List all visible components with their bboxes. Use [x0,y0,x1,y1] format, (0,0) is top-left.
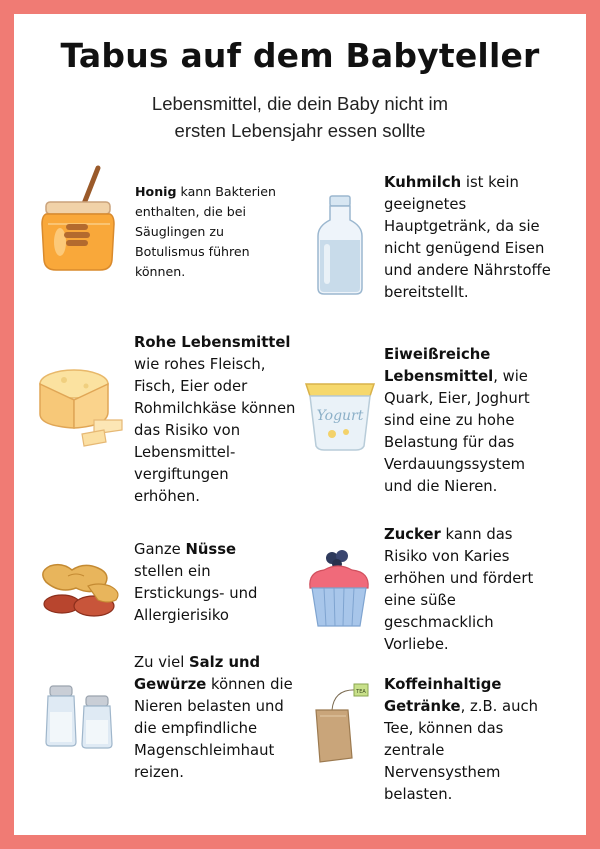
item-eiweiss-text: , wie Quark, Eier, Joghurt sind eine zu hohe Belastung für das Verdauungssystem und die Nieren. [384,368,530,495]
salt-shakers-icon [36,682,128,750]
item-rohe-text: wie rohes Fleisch, Fisch, Eier oder Rohmilchkäse können das Risiko von Lebensmittel-vergiftungen erhöhen. [134,356,296,505]
item-zucker [384,524,554,656]
item-koffein [384,674,549,806]
item-zucker-bold: Zucker [384,526,441,543]
cheese-icon [34,364,130,448]
item-honig-bold: Honig [135,184,177,199]
item-kuhmilch-bold: Kuhmilch [384,174,462,191]
yogurt-cup-icon [300,374,380,452]
item-rohe-bold: Rohe Lebensmittel [134,334,291,351]
item-nuesse-pre: Ganze [134,541,186,558]
item-nuesse [134,539,279,627]
item-koffein-bold: Koffeinhaltige Getränke [384,676,502,715]
poster [14,14,586,835]
page-subtitle [14,90,586,144]
item-eiweiss [384,344,554,498]
honey-jar-icon [36,164,122,276]
peanuts-icon [32,552,128,624]
milk-bottle-icon [310,192,370,298]
item-salz [134,652,294,784]
item-kuhmilch [384,172,559,304]
item-koffein-text: , z.B. auch Tee, können das zentrale Nervensysthem belasten. [384,698,538,803]
item-rohe [134,332,299,508]
item-honig-text: kann Bakterien enthalten, die bei Säuglingen zu Botulismus führen können. [135,184,277,279]
yogurt-cup-label: Yogurt [316,408,364,424]
item-nuesse-bold: Nüsse [185,541,237,558]
item-honig [135,182,295,282]
cupcake-icon [304,544,374,630]
item-kuhmilch-text: ist kein geeignetes Hauptgetränk, da sie nicht genügend Eisen und andere Nährstoffe bereitstellt. [384,174,551,301]
subtitle-line-2: ersten Lebensjahr essen sollte [174,120,426,141]
item-salz-pre: Zu viel [134,654,190,671]
item-eiweiss-bold: Eiweißreiche Lebensmittel [384,346,494,385]
item-zucker-text: kann das Risiko von Karies erhöhen und fördert eine süße geschmacklich Vorliebe. [384,526,534,653]
subtitle-line-1: Lebensmittel, die dein Baby nicht im [151,93,449,114]
tea-tag-label: TEA [356,689,366,695]
page-title: Tabus auf dem Babyteller [60,36,540,75]
tea-bag-icon [304,682,374,764]
item-nuesse-text: stellen ein Erstickungs- und Allergierisiko [134,563,258,624]
item-salz-bold: Salz und Gewürze [134,654,261,693]
item-salz-text: können die Nieren belasten und die empfindliche Magenschleimhaut reizen. [134,676,293,781]
